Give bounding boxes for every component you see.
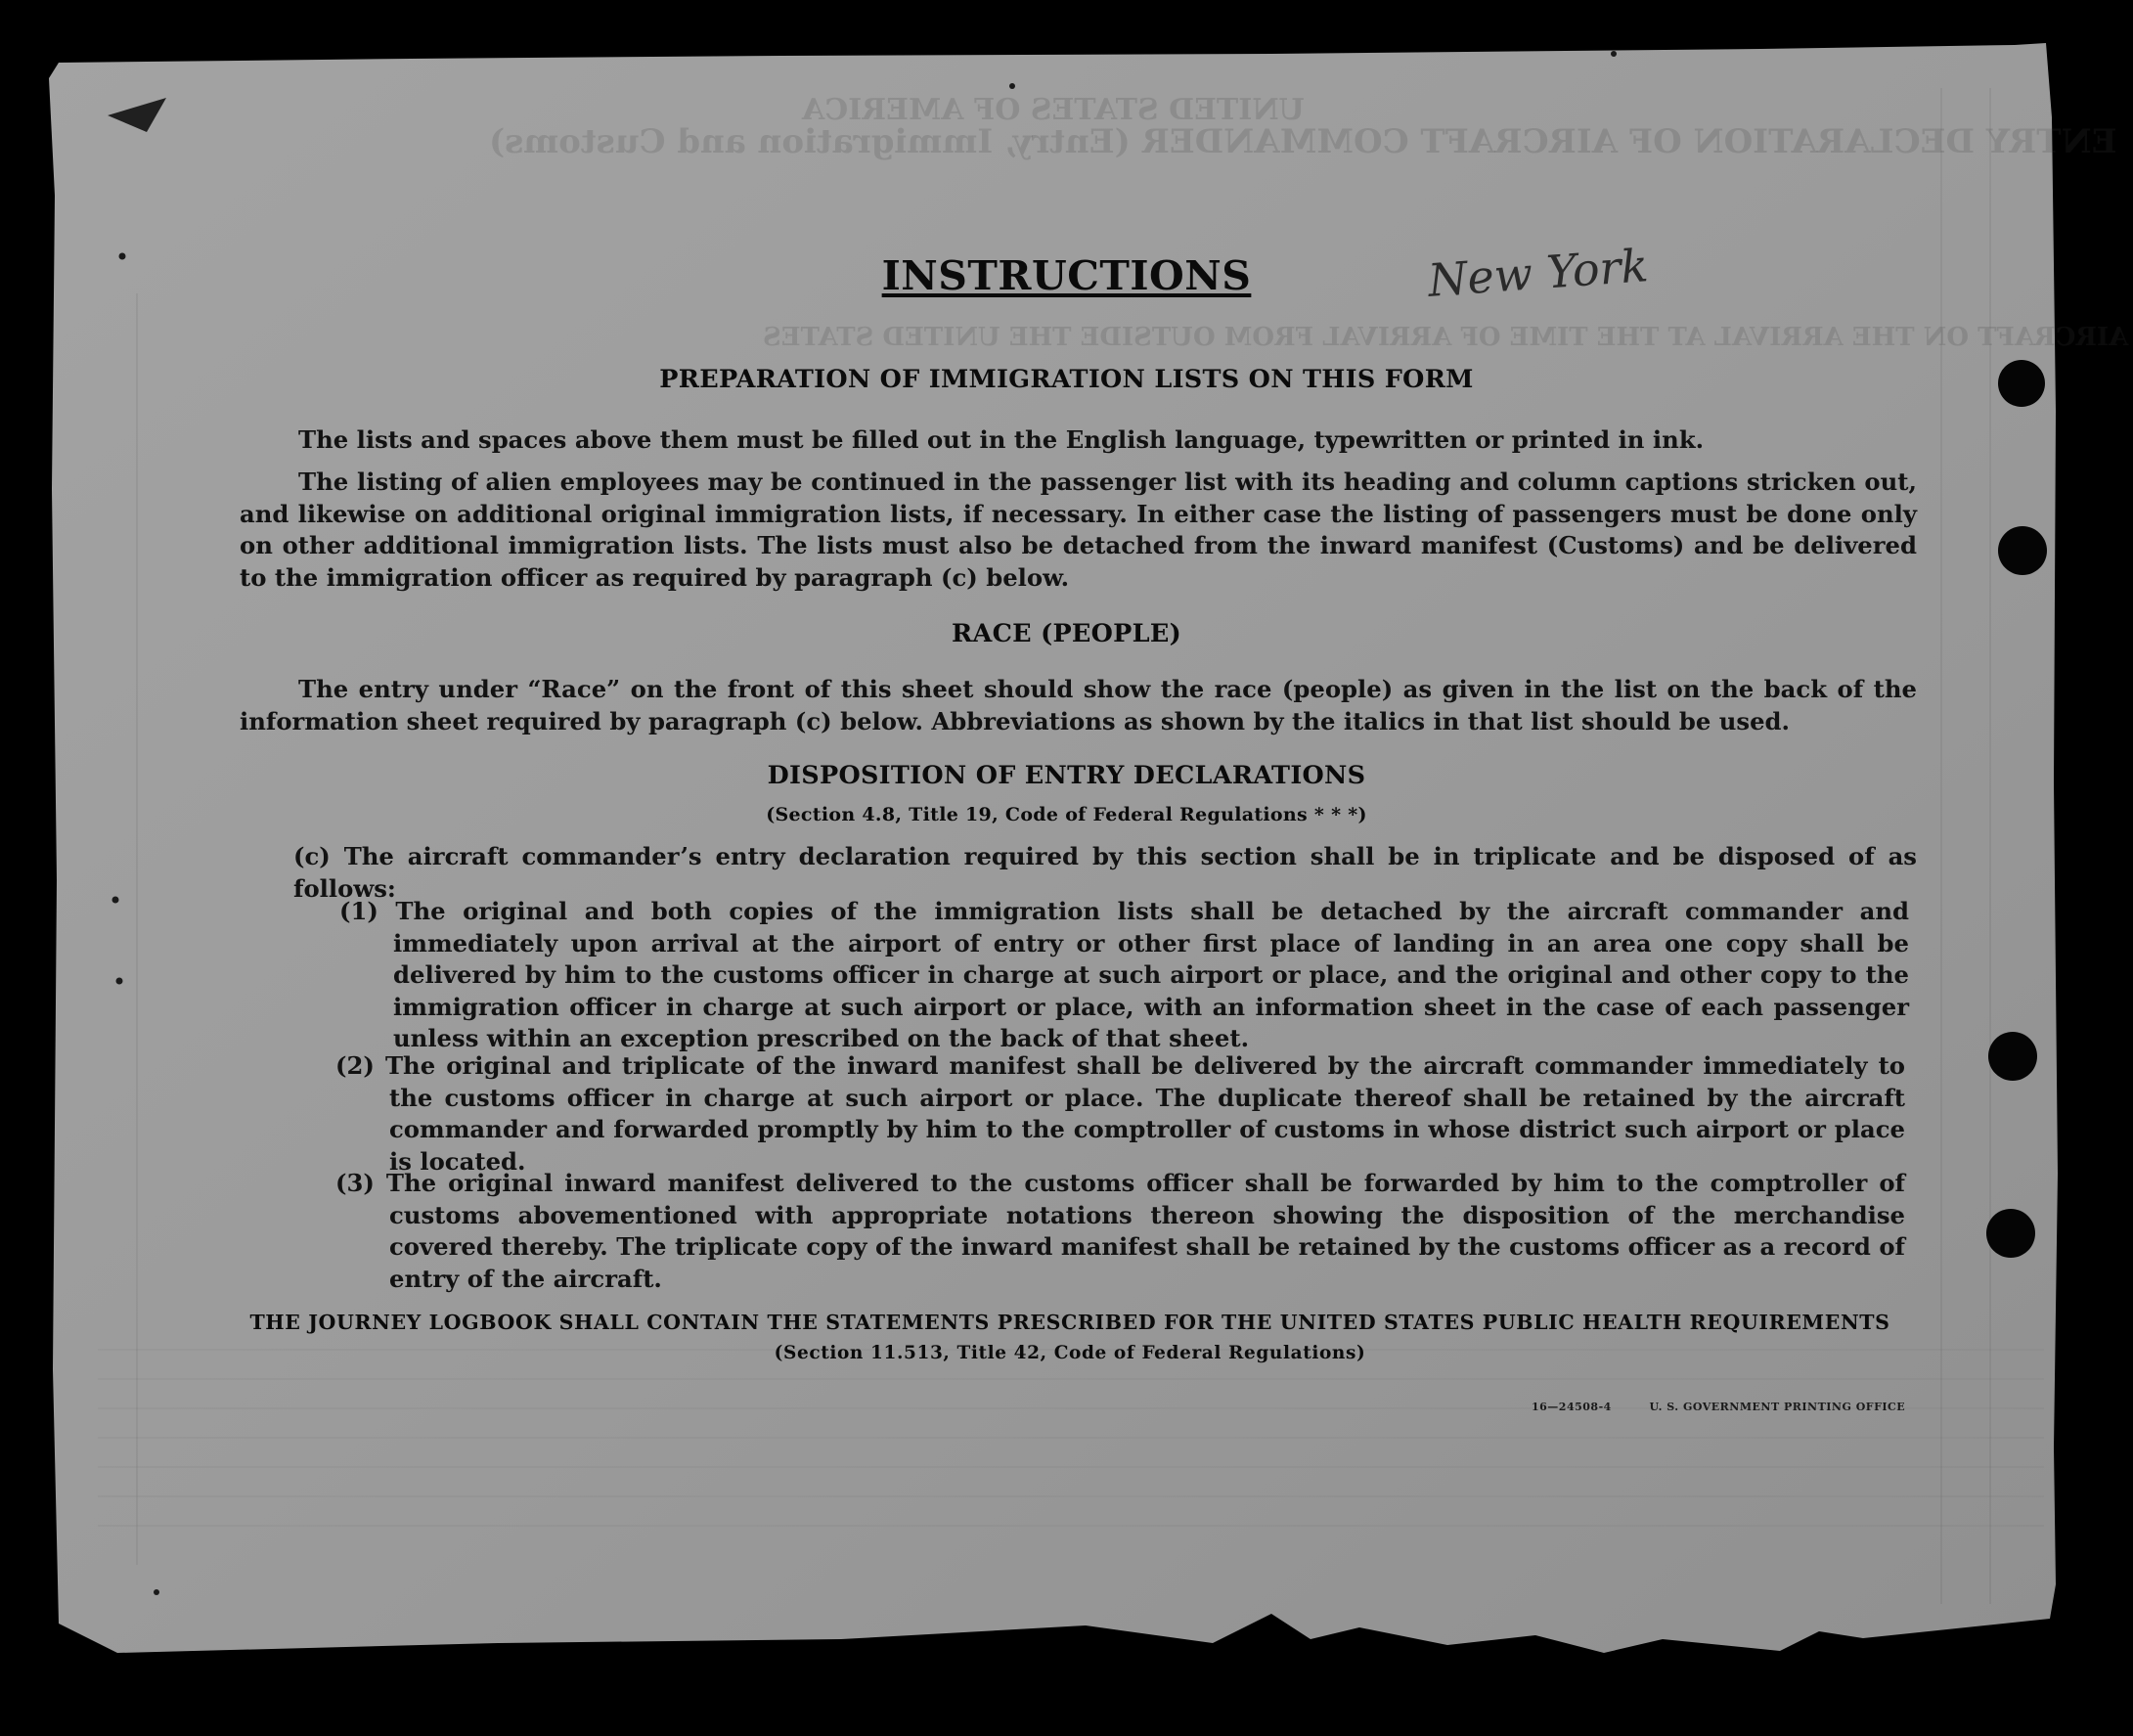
bleed-through-text: ENTRY DECLARATION OF AIRCRAFT COMMANDER (Entry, Immigration and Customs) (489, 122, 2117, 161)
list-item: (3) The original inward manifest delivered to the customs officer shall be forwarded by him to the comptroller of customs abovementioned with appropriate notations thereon showing the disposition of the merchandise covered thereby. The triplicate copy of the inward manifest shall be retained by the customs officer as a record of entry of the aircraft. (335, 1169, 1905, 1293)
paragraph-preparation-2: The listing of alien employees may be continued in the passenger list with its heading and column captions stricken out, and likewise on additional original immigration lists, if necessary. In either case the listing of passengers must be done only on other additional immigration lists. The lists must also be detached from the inward manifest (Customs) and be delivered to the immigration officer as required by paragraph (c) below. (240, 467, 1917, 592)
section-heading-race: RACE (PEOPLE) (952, 619, 1181, 648)
section-citation: (Section 4.8, Title 19, Code of Federal Regulations * * *) (766, 804, 1367, 825)
list-item: (2) The original and triplicate of the inward manifest shall be delivered by the aircraft commander immediately to the customs officer in charge at such airport or place. The duplicate thereof shall be retained by the aircraft commander and forwarded promptly by him to the comptroller of customs in whose district such airport or place is located. (335, 1051, 1905, 1176)
paragraph-race-1: The entry under “Race” on the front of this sheet should show the race (people) as given in the list on the back of the information sheet required by paragraph (c) below. Abbreviations as shown by the italics in that list should be used. (240, 675, 1917, 735)
printer-name: U. S. GOVERNMENT PRINTING OFFICE (1649, 1401, 1906, 1413)
page-title: INSTRUCTIONS (881, 252, 1252, 299)
bleed-through-text: UNITED STATES OF AMERICA (802, 93, 1305, 127)
footer-citation: (Section 11.513, Title 42, Code of Federal Regulations) (774, 1343, 1366, 1363)
print-code: 16—24508-4 (1532, 1401, 1612, 1413)
handwritten-annotation: New York (1426, 239, 1651, 307)
footer-statement: THE JOURNEY LOGBOOK SHALL CONTAIN THE STATEMENTS PRESCRIBED FOR THE UNITED STATES PUBLIC HEALTH REQUIREMENTS (249, 1311, 1890, 1334)
section-heading-disposition: DISPOSITION OF ENTRY DECLARATIONS (767, 761, 1366, 790)
bleed-through-text: AIRCRAFT ON THE ARRIVAL AT THE TIME OF ARRIVAL FROM OUTSIDE THE UNITED STATES (763, 323, 2129, 352)
section-heading-preparation: PREPARATION OF IMMIGRATION LISTS ON THIS FORM (659, 365, 1474, 394)
printer-imprint (1532, 1401, 1905, 1413)
paragraph-c: (c) The aircraft commander’s entry declaration required by this section shall be in triplicate and be disposed of as follows: (293, 842, 1917, 903)
list-item: (1) The original and both copies of the immigration lists shall be detached by the aircraft commander and immediately upon arrival at the airport of entry or other first place of landing in an area one copy shall be delivered by him to the customs officer in charge at such airport or place, and the original and other copy to the immigration officer in charge at such airport or place, with an information sheet in the case of each passenger unless within an exception prescribed on the back of that sheet. (339, 897, 1909, 1052)
paragraph-preparation-1: The lists and spaces above them must be filled out in the English language, typewritten or printed in ink. (298, 425, 1705, 454)
